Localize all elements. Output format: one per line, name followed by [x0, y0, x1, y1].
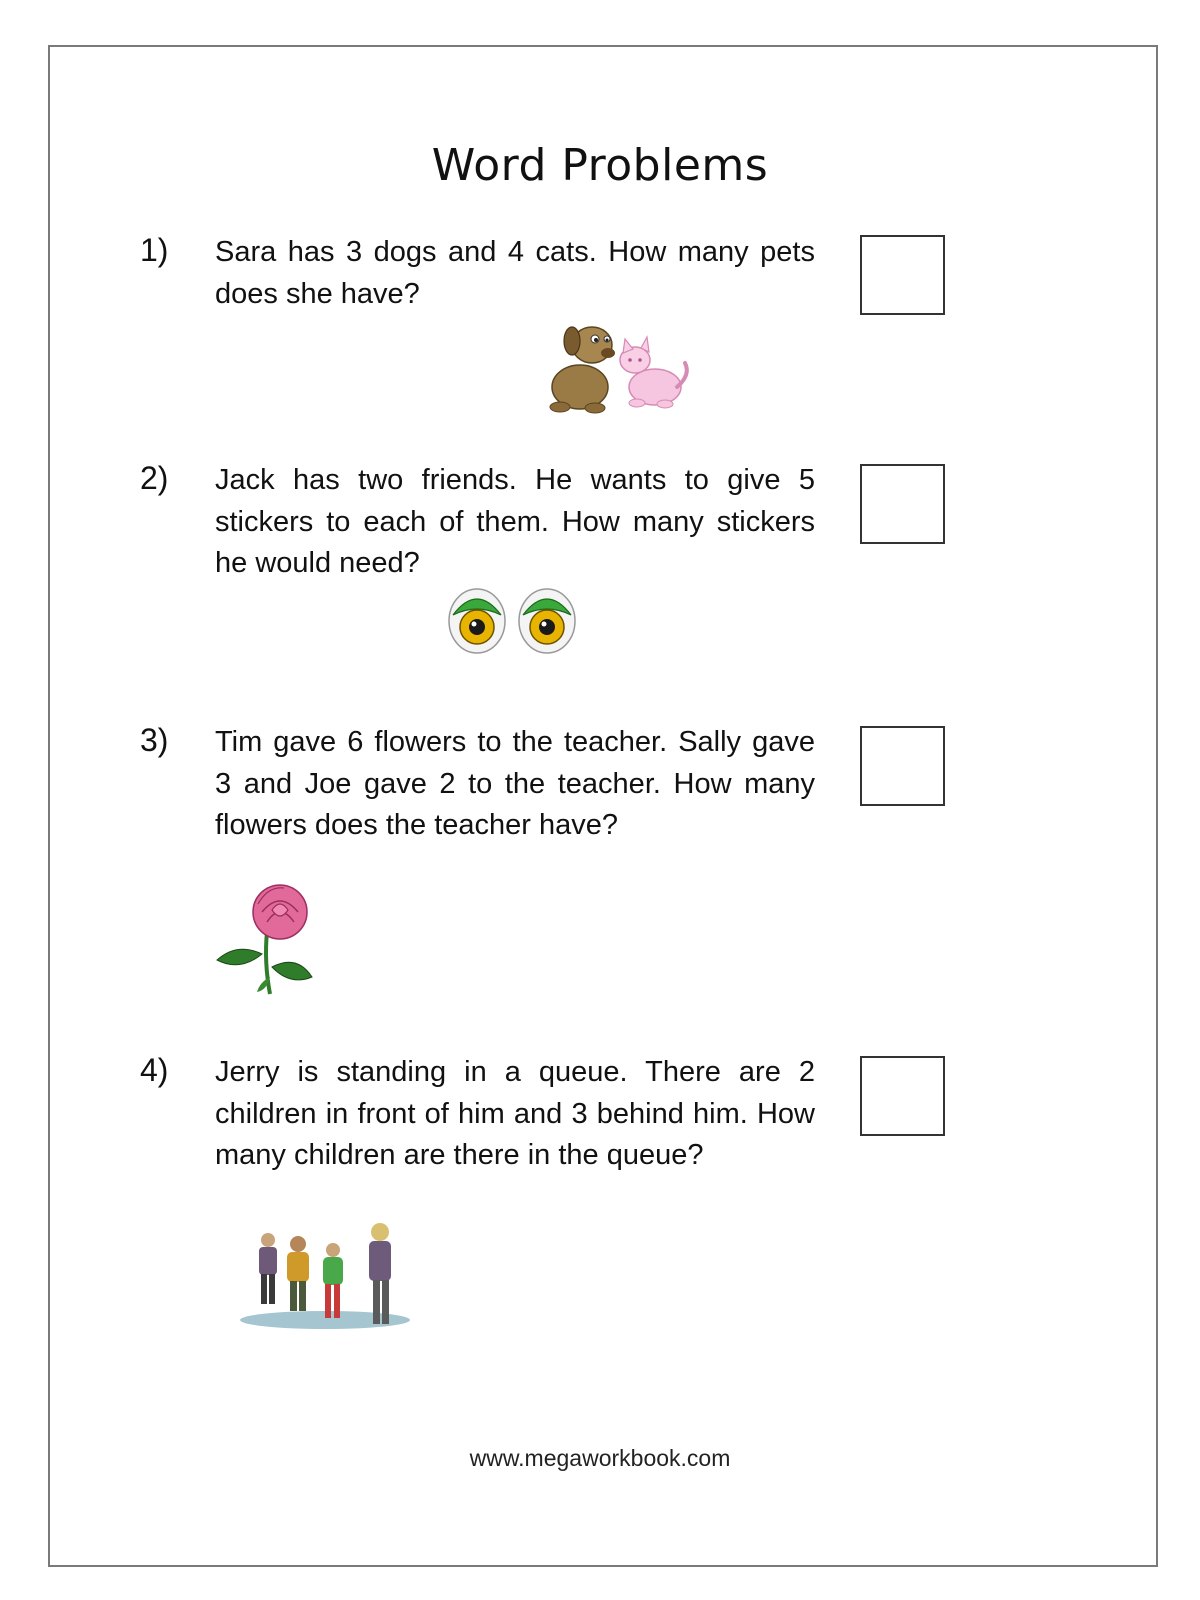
person-icon	[259, 1233, 277, 1304]
rose-illustration	[212, 882, 322, 997]
footer-website: www.megaworkbook.com	[469, 1445, 731, 1471]
eye-stickers-illustration	[445, 585, 580, 657]
rose-icon	[217, 885, 312, 994]
worksheet-title: Word Problems	[431, 140, 769, 191]
answer-box[interactable]	[860, 235, 945, 315]
problem-text: Jack has two friends. He wants to give 5 stickers to each of them. How many stickers he would need?	[215, 464, 815, 579]
dog-icon	[550, 327, 615, 413]
problem-number: 1)	[140, 232, 169, 268]
answer-box[interactable]	[860, 464, 945, 544]
answer-box[interactable]	[860, 726, 945, 806]
person-icon	[323, 1243, 343, 1318]
queue-people-illustration	[240, 1222, 410, 1337]
problem-text: Sara has 3 dogs and 4 cats. How many pets does she have?	[215, 236, 815, 310]
eye-sticker-icon	[449, 589, 505, 653]
problem-number: 4)	[140, 1052, 169, 1088]
dog-and-cat-illustration	[545, 315, 695, 415]
person-icon	[287, 1236, 309, 1311]
problem-number: 3)	[140, 722, 169, 758]
problem-text: Jerry is standing in a queue. There are 2 children in front of him and 3 behind him. How many children are there in the queue?	[215, 1056, 815, 1171]
problem-text: Tim gave 6 flowers to the teacher. Sally gave 3 and Joe gave 2 to the teacher. How many flowers does the teacher have?	[215, 726, 815, 841]
problem-number: 2)	[140, 460, 169, 496]
answer-box[interactable]	[860, 1056, 945, 1136]
person-icon	[369, 1223, 391, 1324]
eye-sticker-icon	[519, 589, 575, 653]
cat-icon	[620, 337, 687, 408]
